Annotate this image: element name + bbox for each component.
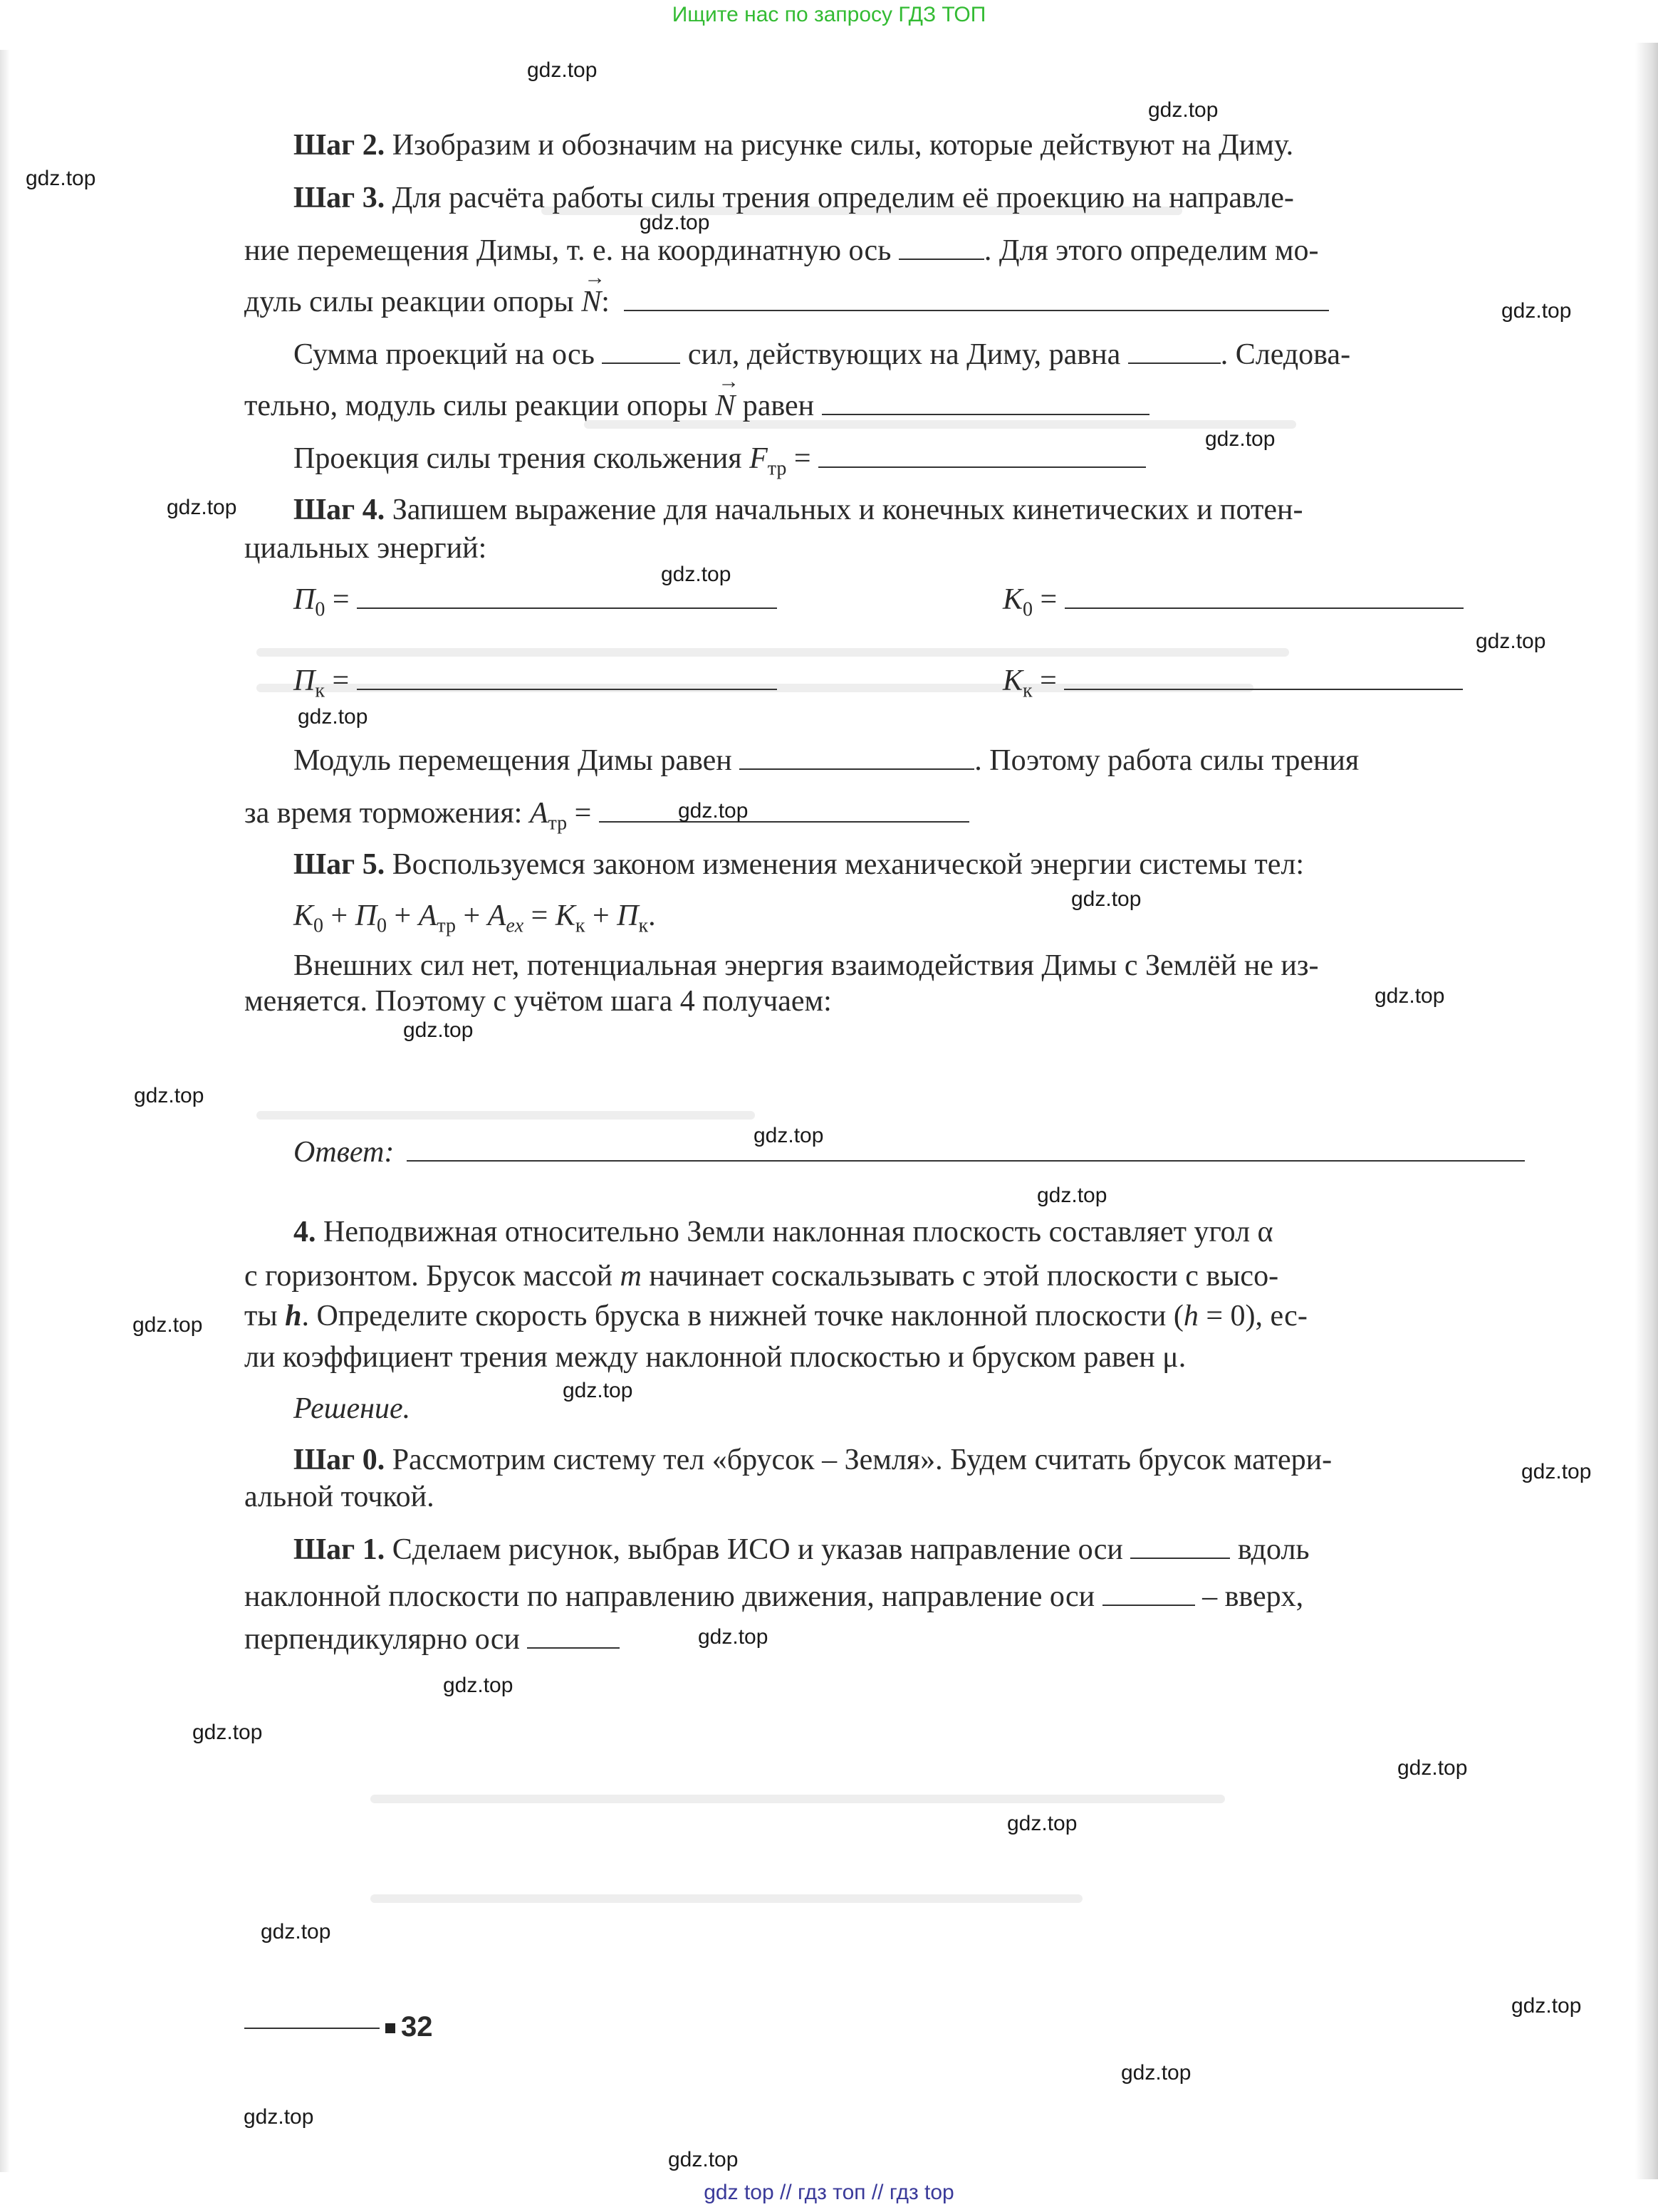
equals-sign: = [786, 442, 819, 475]
step0-line2 [244, 1471, 434, 1523]
friction-work-blank[interactable] [599, 795, 969, 823]
watermark: gdz.top [698, 1625, 768, 1649]
K-symbol: K [1003, 664, 1023, 697]
K0-blank[interactable] [1065, 582, 1464, 609]
sum-line1-text-b: сил, действующих на Диму, равна [680, 338, 1128, 371]
h-symbol: h [285, 1300, 302, 1332]
step1-line3-text: перпендикулярно оси [244, 1623, 528, 1656]
answer-label: Ответ: [293, 1136, 395, 1169]
external-forces-line2 [244, 976, 832, 1027]
sum-line2-text-b: равен [735, 390, 822, 422]
equals-sign: = [567, 797, 599, 830]
task4-line3-text-a: ты [244, 1300, 286, 1332]
P-subscript-k: к [638, 914, 649, 937]
vector-N-symbol: → N [581, 276, 601, 328]
step2-label: Шаг 2. [293, 129, 385, 162]
footer-rule [244, 2028, 380, 2029]
watermark: gdz.top [1375, 984, 1445, 1008]
K-subscript-0: 0 [313, 914, 324, 937]
solution-heading [293, 1383, 410, 1434]
equals-sign: = [1032, 664, 1065, 697]
answer-blank[interactable] [407, 1134, 1525, 1162]
watermark: gdz.top [678, 799, 749, 823]
step0-line1 [293, 1434, 1332, 1486]
P-symbol: П [617, 899, 639, 932]
answer-line [293, 1127, 1525, 1178]
displacement-line1-text-a: Модуль перемещения Димы равен [293, 744, 740, 777]
page-number: 32 [401, 2011, 433, 2043]
step2-text: Изобразим и обозначим на рисунке силы, которые действуют на Диму. [385, 129, 1294, 162]
bleed-through-line [370, 1795, 1225, 1803]
energy-K0-line [1003, 574, 1464, 635]
axis-blank-3[interactable] [1130, 1532, 1230, 1559]
P-symbol: П [293, 583, 316, 616]
watermark: gdz.top [403, 1018, 474, 1042]
step5-line1-text: Воспользуемся законом изменения механической энергии системы тел: [385, 848, 1305, 881]
F-subscript: тр [767, 457, 787, 480]
P-symbol: П [293, 664, 316, 697]
step1-line1-text-a: Сделаем рисунок, выбрав ИСО и указав направление оси [385, 1533, 1131, 1566]
task4-line3-text-b: . Определите скорость бруска в нижней точке наклонной плоскости ( [301, 1300, 1184, 1332]
page-number-footer [244, 2001, 433, 2052]
reaction-force-blank[interactable] [624, 284, 1329, 311]
A-symbol: A [418, 899, 437, 932]
K-symbol: K [1003, 583, 1023, 616]
h-symbol: h [1183, 1300, 1199, 1332]
equals-sign: = [1033, 583, 1065, 616]
sum-line1-text-c: . Следова- [1220, 338, 1351, 371]
A-subscript-tr: тр [548, 812, 568, 835]
equals-sign: = [324, 664, 357, 697]
watermark: gdz.top [1521, 1460, 1592, 1483]
step3-line3-text-a: дуль силы реакции опоры [244, 286, 582, 318]
watermark: gdz.top [1501, 299, 1572, 323]
friction-projection-text: Проекция силы трения скольжения [293, 442, 750, 475]
external-forces-line1-text: Внешних сил нет, потенциальная энергия взаимодействия Димы с Землёй не из- [293, 949, 1319, 982]
sum-line2 [244, 380, 1149, 432]
task4-line2-text-b: начинает соскальзывать с этой плоскости с высо- [641, 1260, 1279, 1293]
step1-line1 [293, 1524, 1310, 1575]
bleed-through-line [256, 1111, 755, 1120]
Pk-blank[interactable] [357, 663, 777, 690]
A-subscript-ex: ex [506, 914, 524, 937]
footer-square-icon [385, 2023, 395, 2033]
task4-line4 [244, 1332, 1186, 1383]
watermark: gdz.top [1511, 1994, 1582, 2018]
watermark: gdz.top [754, 1124, 824, 1147]
A-symbol: A [487, 899, 506, 932]
step0-label: Шаг 0. [293, 1444, 385, 1476]
energy-Kk-line [1003, 655, 1463, 716]
axis-blank-2[interactable] [602, 337, 680, 364]
equals-sign: = [523, 899, 556, 932]
watermark: gdz.top [527, 58, 598, 82]
scan-edge-left [0, 50, 10, 2172]
step3-line2-text-b: . Для этого определим мо- [984, 234, 1319, 267]
watermark: gdz.top [1476, 630, 1546, 653]
watermark: gdz.top [298, 705, 368, 729]
watermark: gdz.top [132, 1313, 203, 1337]
step1-line2-text-a: наклонной плоскости по направлению движения, направление оси [244, 1580, 1102, 1613]
K-subscript-0: 0 [1023, 598, 1033, 621]
watermark: gdz.top [1205, 427, 1276, 451]
P-subscript-0: 0 [315, 598, 325, 621]
step3-label: Шаг 3. [293, 182, 385, 214]
watermark: gdz.top [134, 1084, 204, 1107]
P-symbol: П [355, 899, 377, 932]
A-subscript-tr: тр [437, 914, 456, 937]
F-symbol: F [749, 442, 768, 475]
plus-sign: + [455, 899, 488, 932]
scan-edge-right [1635, 43, 1658, 2179]
sum-line1 [293, 329, 1350, 380]
axis-blank-4[interactable] [1102, 1579, 1195, 1606]
P-subscript-k: к [315, 679, 325, 702]
watermark: gdz.top [1007, 1812, 1078, 1835]
m-symbol: m [620, 1260, 642, 1293]
step2-line [293, 120, 1293, 171]
force-sum-blank[interactable] [1128, 337, 1221, 364]
watermark: gdz.top [26, 167, 96, 190]
step1-line3 [244, 1614, 620, 1665]
displacement-line1-text-b: . Поэтому работа силы трения [974, 744, 1360, 777]
plus-sign: + [585, 899, 617, 932]
K-symbol: K [293, 899, 314, 932]
displacement-blank[interactable] [739, 743, 974, 770]
bleed-through-line [370, 1894, 1083, 1903]
step1-line2-text-b: – вверх, [1194, 1580, 1304, 1613]
vector-N-symbol: → N [715, 380, 735, 432]
watermark: gdz.top [261, 1920, 331, 1944]
sum-line2-text-a: тельно, модуль силы реакции опоры [244, 390, 716, 422]
watermark: gdz.top [661, 563, 731, 586]
watermark: gdz.top [192, 1721, 263, 1744]
friction-projection-blank[interactable] [818, 441, 1146, 468]
step3-line1-text: Для расчёта работы силы трения определим её проекцию на направле- [385, 182, 1294, 214]
watermark: gdz.top [1148, 98, 1219, 122]
task4-line3-text-c: = 0), ес- [1198, 1300, 1308, 1332]
watermark: gdz.top [1121, 2061, 1192, 2085]
solution-label: Решение. [293, 1392, 411, 1425]
sum-line1-text-a: Сумма проекций на ось [293, 338, 603, 371]
K-symbol: K [555, 899, 575, 932]
watermark: gdz.top [640, 211, 710, 234]
step3-line2-text-a: ние перемещения Димы, т. е. на координатную ось [244, 234, 899, 267]
step3-line1 [293, 172, 1294, 224]
task4-line4-text: ли коэффициент трения между наклонной плоскостью и бруском равен μ. [244, 1341, 1187, 1374]
equals-sign: = [325, 583, 358, 616]
watermark: gdz.top [443, 1674, 513, 1697]
step4-line2-text: циальных энергий: [244, 532, 487, 565]
step0-line1-text: Рассмотрим систему тел «брусок – Земля». Будем считать брусок матери- [385, 1444, 1333, 1476]
K-subscript-k: к [1023, 679, 1033, 702]
colon-text: : [601, 286, 617, 318]
watermark: gdz.top [167, 496, 237, 519]
step1-label: Шаг 1. [293, 1533, 385, 1566]
step5-line1 [293, 839, 1304, 890]
watermark: gdz.top [1071, 887, 1142, 911]
step3-line2 [244, 225, 1318, 276]
watermark: gdz.top [1397, 1756, 1468, 1780]
Kk-blank[interactable] [1064, 663, 1463, 690]
plus-sign: + [387, 899, 419, 932]
external-forces-line2-text: меняется. Поэтому с учётом шага 4 получаем: [244, 985, 832, 1018]
step5-label: Шаг 5. [293, 848, 385, 881]
step4-line1-text: Запишем выражение для начальных и конечных кинетических и потен- [385, 494, 1303, 526]
period: . [648, 899, 656, 932]
watermark: gdz.top [563, 1379, 633, 1402]
step4-label: Шаг 4. [293, 494, 385, 526]
task4-line1-text: Неподвижная относительно Земли наклонная плоскость составляет угол α [316, 1216, 1273, 1248]
watermark: gdz.top [244, 2105, 314, 2129]
reaction-modulus-blank[interactable] [822, 388, 1149, 415]
bottom-banner: gdz top // гдз топ // гдз top [704, 2181, 954, 2204]
step0-line2-text: альной точкой. [244, 1481, 434, 1513]
step4-line2 [244, 523, 486, 574]
top-banner: Ищите нас по запросу ГДЗ ТОП [672, 3, 986, 26]
P-subscript-0: 0 [377, 914, 387, 937]
axis-blank-5[interactable] [527, 1622, 620, 1649]
step1-line1-text-b: вдоль [1230, 1533, 1310, 1566]
step3-line3 [244, 276, 1329, 328]
watermark: gdz.top [1037, 1184, 1107, 1207]
plus-sign: + [323, 899, 355, 932]
K-subscript-k: к [575, 914, 585, 937]
displacement-line1 [293, 735, 1359, 786]
watermark: gdz.top [668, 2148, 739, 2171]
task4-line2-text-a: с горизонтом. Брусок массой [244, 1260, 620, 1293]
A-symbol: A [529, 797, 548, 830]
task4-number: 4. [293, 1216, 316, 1248]
axis-blank-1[interactable] [899, 233, 984, 260]
displacement-line2-text: за время торможения: [244, 797, 530, 830]
